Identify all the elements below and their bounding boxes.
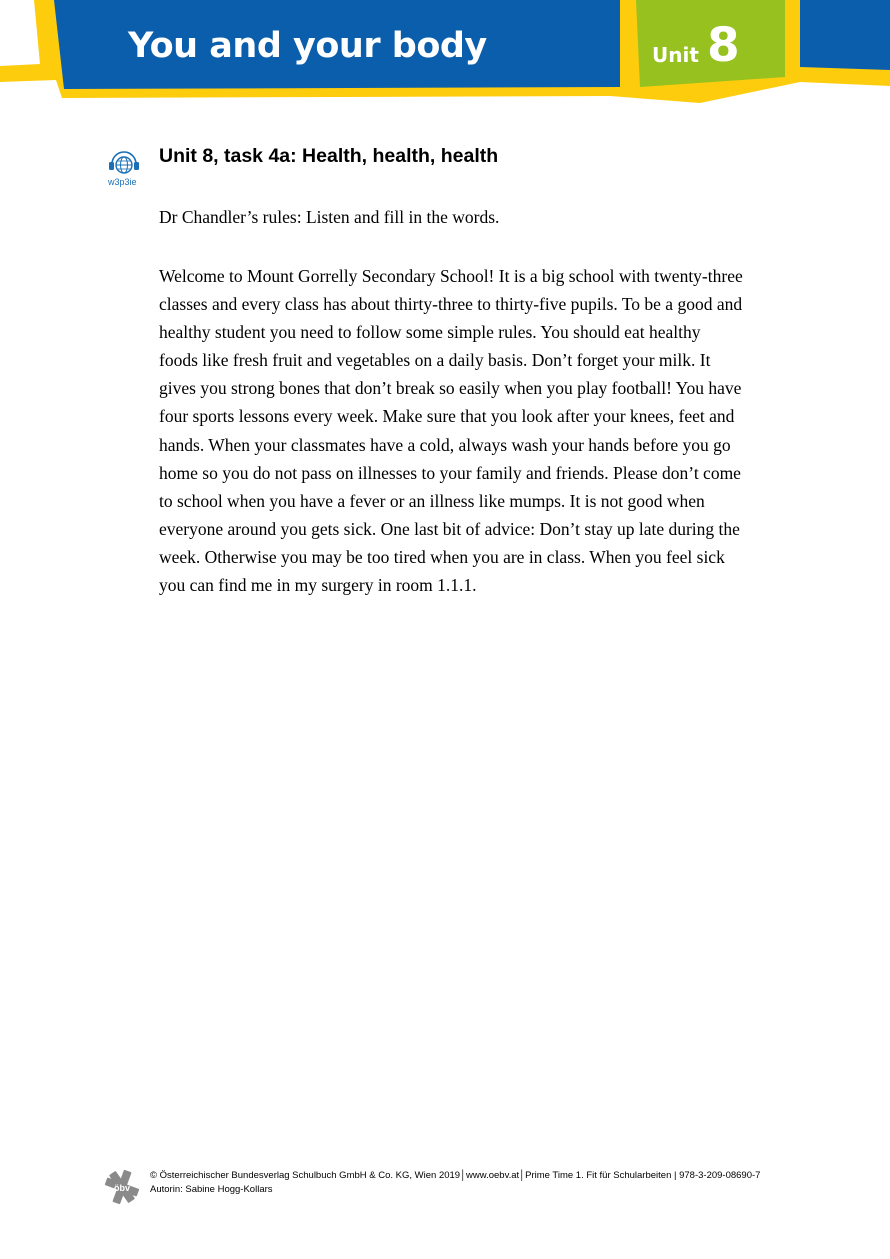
task-instruction: Dr Chandler’s rules: Listen and fill in the words. <box>159 207 500 227</box>
listening-passage <box>159 262 799 599</box>
passage-line: week. Otherwise you may be too tired when you are in class. When you feel sick <box>159 546 725 567</box>
oebv-logo-icon <box>104 1169 140 1205</box>
page-title: You and your body <box>128 26 487 66</box>
passage-line: Welcome to Mount Gorrelly Secondary School! It is a big school with twenty-three <box>159 266 743 286</box>
unit-number: 8 <box>707 18 740 73</box>
passage-line: everyone around you gets sick. One last bit of advice: Don’t stay up late during the <box>159 518 740 539</box>
passage-line: hands. When your classmates have a cold, always wash your hands before you go <box>159 434 731 455</box>
passage-line: four sports lessons every week. Make sure that you look after your knees, feet and <box>159 406 735 427</box>
passage-line: healthy student you need to follow some simple rules. You should eat healthy <box>159 322 701 343</box>
audio-code[interactable]: w3p3ie <box>108 177 137 187</box>
passage-line: you can find me in my surgery in room 1.1.1. <box>159 575 477 596</box>
passage-line: home so you do not pass on illnesses to your family and friends. Please don’t come <box>159 462 741 483</box>
footer-author: Autorin: Sabine Hogg-Kollars <box>150 1184 273 1195</box>
footer-copyright: © Österreichischer Bundesverlag Schulbuch GmbH & Co. KG, Wien 2019│www.oebv.at│Prime Time 1. Fit für Schularbeiten | 978-3-209-08690-7 <box>150 1170 761 1181</box>
passage-line: foods like fresh fruit and vegetables on a daily basis. Don’t forget your milk. It <box>159 350 711 371</box>
audio-globe-icon[interactable] <box>106 148 142 176</box>
unit-label: Unit <box>652 43 699 67</box>
task-title: Unit 8, task 4a: Health, health, health <box>159 145 499 167</box>
passage-line: gives you strong bones that don’t break so easily when you play football! You have <box>159 378 742 399</box>
passage-line: to school when you have a fever or an illness like mumps. It is not good when <box>159 490 705 511</box>
svg-text:öbv: öbv <box>113 1183 131 1193</box>
passage-line: classes and every class has about thirty-three to thirty-five pupils. To be a good and <box>159 294 743 315</box>
